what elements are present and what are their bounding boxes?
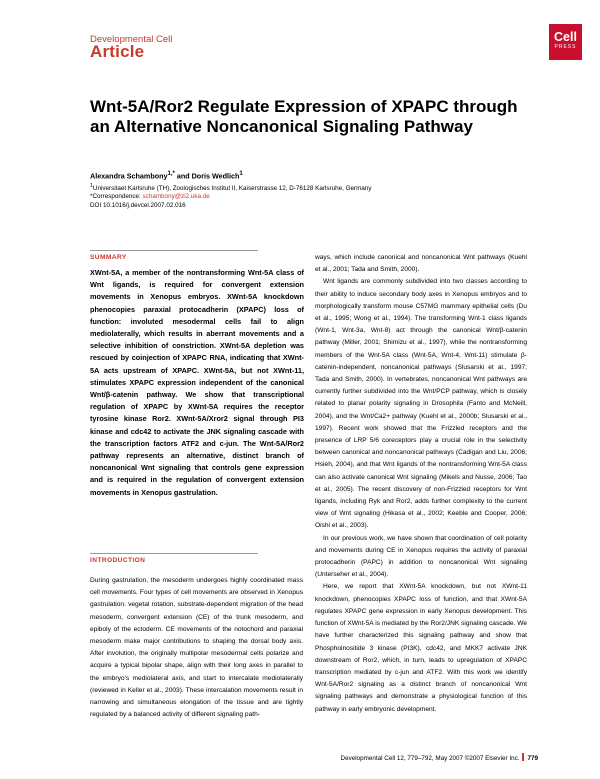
summary-text: XWnt-5A, a member of the nontransforming Wnt-5A class of Wnt ligands, is required for convergent extension movements in Xenopus embryos. XWnt-5A knockdown phenocopies paraxial protocadherin (XPAPC) loss of function: involuted mesodermal cells fail to align mediolaterally, which results in aberrant movements and a selective inhibition of constriction. XWnt-5A depletion was rescued by coinjection of XPAPC RNA, indicating that XWnt-5A acts upstream of XPAPC. XWnt-5A, but not XWnt-11, stimulates XPAPC expression independent of the canonical Wnt/β-catenin pathway. We show that transcriptional regulation of XPAPC by XWnt-5A requires the receptor tyrosine kinase Ror2. XWnt-5A/Xror2 signal through PI3 kinase and cdc42 to activate the JNK signaling cascade with the transcription factors ATF2 and c-jun. The Wnt-5A/Ror2 pathway represents an alternative, distinct branch of noncanonical Wnt signaling that controls gene expression and is required in the regulation of convergent extension movements in Xenopus gastrulation. bbox=[90, 268, 304, 497]
author-superscript: 1 bbox=[239, 171, 243, 177]
page-number: 779 bbox=[527, 755, 538, 762]
footer-citation: Developmental Cell 12, 779–792, May 2007 ©2007 Elsevier Inc. bbox=[340, 755, 520, 762]
doi: DOI 10.1016/j.devcel.2007.02.016 bbox=[90, 202, 186, 209]
page-footer bbox=[341, 753, 538, 762]
article-type-label: Article bbox=[90, 42, 145, 61]
journal-name: Developmental Cell bbox=[90, 34, 173, 45]
footer-separator bbox=[522, 753, 524, 761]
cell-press-logo bbox=[549, 24, 582, 60]
affiliation-text: Universitaet Karlsruhe (TH), Zoologisches Institut II, Kaiserstrasse 12, D-76128 Karlsruhe, Germany bbox=[92, 185, 372, 193]
introduction-heading: INTRODUCTION bbox=[90, 557, 146, 564]
author-name: Alexandra Schambony bbox=[90, 171, 168, 181]
correspondence-email-link[interactable]: schambony@zi2.uka.de bbox=[142, 193, 210, 200]
introduction-text: During gastrulation, the mesoderm undergoes highly coordinated mass cell movements. Four types of cell movements are observed in Xenopus gastrulation: vegetal rotation, substrate-dependent migration of the head mesoderm, convergent extension (CE) of the trunk mesoderm, and epiboly of the ectoderm. CE movements of the notochord and paraxial mesoderm make major contributions to shaping the dorsal body axis. After involution, the originally multipolar mesodermal cells polarize and acquire a typical bipolar shape, align with their long axes in parallel to the embryo's mediolateral axis, and start to intercalate mediolaterally (reviewed in Keller et al., 2003). These intercalation movements result in narrowing and simultaneous elongation of the tissue and are tightly regulated by a balanced activity of different signaling path- bbox=[90, 577, 303, 719]
logo-subtext: PRESS bbox=[554, 44, 577, 50]
author-list bbox=[90, 171, 243, 180]
paragraph: In our previous work, we have shown that coordination of cell polarity and movements during CE in Xenopus requires the activity of paraxial protocadherin (PAPC) in addition to noncanonical Wnt signaling (Unterseher et al., 2004). bbox=[315, 534, 527, 579]
paragraph: ways, which include canonical and noncanonical Wnt pathways (Kuehl et al., 2001; Tada and Smith, 2000). bbox=[315, 254, 527, 274]
correspondence-label: *Correspondence: bbox=[90, 193, 143, 200]
section-divider bbox=[90, 553, 258, 554]
affiliation-superscript: 1 bbox=[90, 183, 93, 189]
section-divider bbox=[90, 250, 258, 251]
article-title: Wnt-5A/Ror2 Regulate Expression of XPAPC through an Alternative Noncanonical Signaling Pathway bbox=[90, 97, 518, 136]
paragraph: Wnt ligands are commonly subdivided into two classes according to their ability to induce secondary body axes in Xenopus embryos and to morphologically transform mouse C57MG mammary epithelial cells (Du et al., 1995; Wong et al., 1994). The transforming Wnt-1 class ligands (Wnt-1, Wnt-3a, Wnt-8) act through the canonical Wnt/β-catenin pathway (Miller, 2001; Shimizu et al., 1997), while the nontransforming members of the Wnt-5A class (Wnt-5A, Wnt-4, Wnt-11) stimulate β-catenin-independent, noncanonical pathways (Slusarski et al., 1997; Tada and Smith, 2000). In vertebrates, noncanonical Wnt pathways are currently further subdivided into the Wnt/PCP pathway, which is closely related to planar polarity signaling in Drosophila (Fanto and McNeill, 2004), and the Wnt/Ca2+ pathway (Kuehl et al., 2000b; Slusarski et al., 1997). Recent work showed that the Frizzled receptors and the presence of LRP 5/6 coreceptors play a crucial role in the selectivity between canonical and noncanonical pathways (Cadigan and Liu, 2006; Hsieh, 2004), and that Wnt ligands of the nontransforming Wnt-5A class can also activate canonical Wnt signaling (Mikels and Nusse, 2006; Tao et al., 2005). The recent discovery of non-Frizzled receptors for Wnt ligands, including Ryk and Ror2, adds further complexity to the current view of Wnt signaling (Hikasa et al., 2002; Keeble and Cooper, 2006; Oishi et al., 2003). bbox=[315, 278, 527, 530]
right-column-text bbox=[315, 252, 527, 716]
paragraph: Here, we report that XWnt-5A knockdown, but not XWnt-11 knockdown, phenocopies XPAPC loss of function, and that XWnt-5A regulates XPAPC gene expression in early Xenopus development. This function of XWnt-5A is mediated by the Ror2/JNK signaling cascade. We have further characterized this signaling pathway and show that Phosphoinositide 3 kinase (PI3K), cdc42, and MKK7 activate JNK downstream of Ror2, which, in turn, leads to upregulation of XPAPC transcription mediated by c-jun and ATF2. With this work we identify Wnt-5A/Ror2 signaling as a distinct branch of noncanonical Wnt signaling pathways and demonstrate a physiological function of this pathway in early embryonic development. bbox=[315, 583, 527, 713]
author-superscript: 1,* bbox=[167, 171, 175, 177]
correspondence bbox=[90, 192, 210, 201]
logo-text: Cell bbox=[554, 30, 577, 44]
summary-heading: SUMMARY bbox=[90, 254, 127, 261]
author-name: and Doris Wedlich bbox=[174, 171, 240, 181]
